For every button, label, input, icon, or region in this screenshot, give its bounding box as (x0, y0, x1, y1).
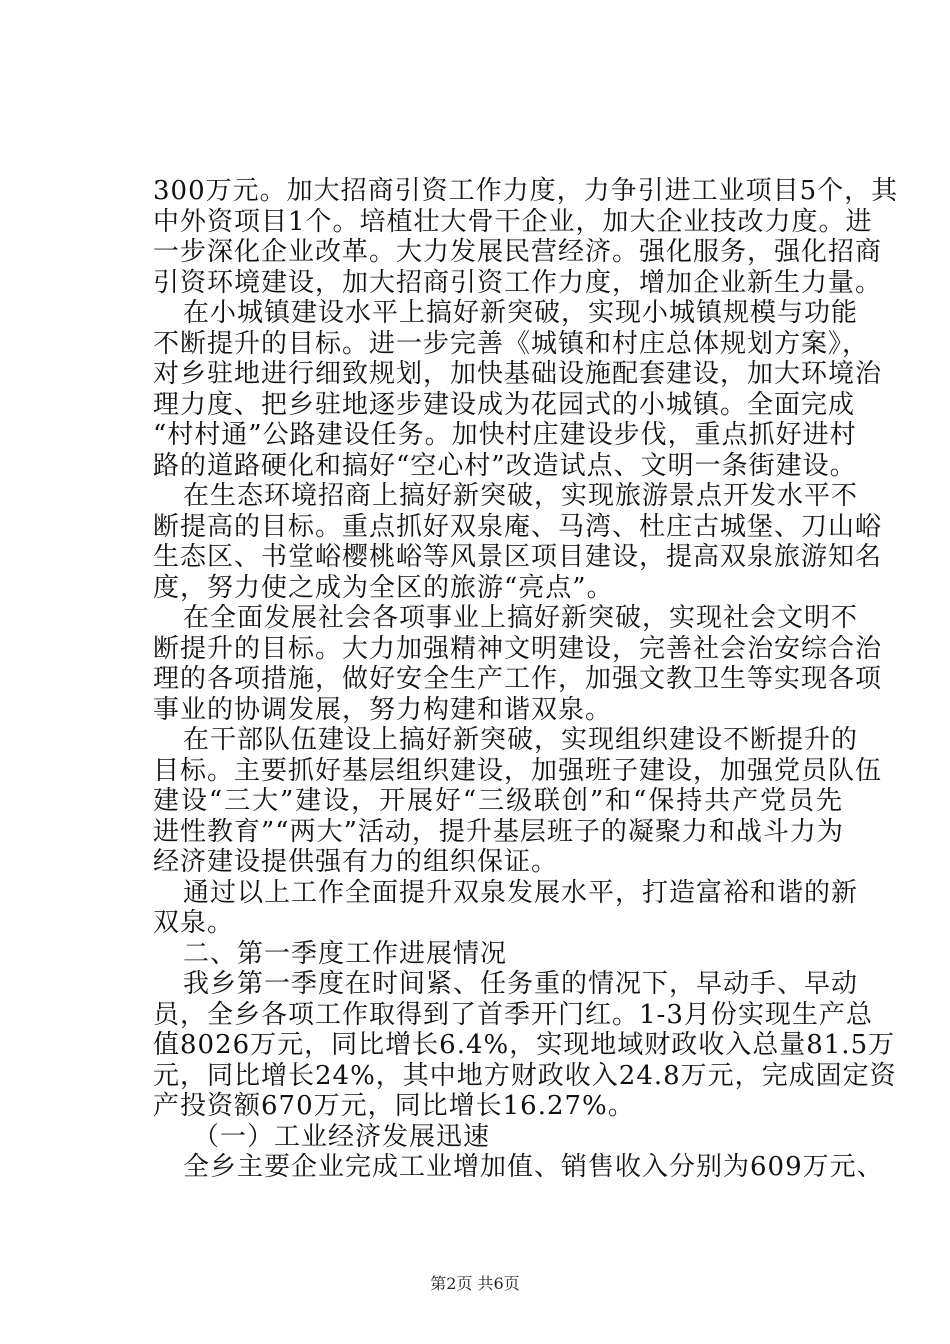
text-line: 二、第一季度工作进展情况 (183, 938, 508, 969)
text-line: 经济建设提供强有力的组织保证。 (153, 847, 559, 877)
text-line: 断提升的目标。大力加强精神文明建设，完善社会治安综合治 (153, 633, 883, 664)
text-line: 度，努力使之成为全区的旅游“亮点”。 (153, 572, 614, 603)
text-line: 事业的协调发展，努力构建和谐双泉。 (153, 694, 613, 725)
text-line: 我乡第一季度在时间紧、任务重的情况下，早动手、早动 (183, 969, 859, 999)
text-line: 不断提升的目标。进一步完善《城镇和村庄总体规划方案》， (153, 328, 870, 359)
paragraph (153, 481, 883, 603)
text-line: 全乡主要企业完成工业增加值、销售收入分别为609万元、 (183, 1152, 884, 1182)
text-line: 产投资额670万元，同比增长16.27%。 (153, 1091, 635, 1121)
document-body (153, 176, 899, 1183)
text-line: 路的道路硬化和搞好“空心村”改造试点、文明一条街建设。 (153, 450, 857, 481)
paragraph (153, 298, 883, 481)
text-line: 生态区、书堂峪樱桃峪等风景区项目建设，提高双泉旅游知名 (153, 542, 883, 572)
text-line: “村村通”公路建设任务。加快村庄建设步伐，重点抓好进村 (153, 420, 857, 450)
text-line: 在生态环境招商上搞好新突破，实现旅游景点开发水平不 (183, 481, 859, 511)
text-line: 双泉。 (153, 908, 235, 938)
paragraph (153, 969, 897, 1122)
paragraph (153, 725, 883, 878)
text-line: 引资环境建设，加大招商引资工作力度，增加企业新生力量。 (153, 267, 883, 298)
text-line: 断提高的目标。重点抓好双泉庵、马湾、杜庄古城堡、刀山峪 (153, 511, 883, 542)
paragraph (153, 176, 899, 298)
text-line: 在全面发展社会各项事业上搞好新突破，实现社会文明不 (183, 603, 859, 633)
text-line: 员，全乡各项工作取得到了首季开门红。1-3月份实现生产总 (153, 999, 873, 1030)
text-line: 中外资项目1个。培植壮大骨干企业，加大企业技改力度。进 (153, 206, 873, 237)
text-line: （一）工业经济发展迅速 (193, 1121, 491, 1152)
text-line: 300万元。加大招商引资工作力度，力争引进工业项目5个，其 (153, 176, 899, 206)
text-line: 值8026万元，同比增长6.4%，实现地域财政收入总量81.5万 (153, 1030, 896, 1060)
paragraph (153, 1152, 884, 1183)
paragraph (153, 603, 883, 725)
text-line: 进性教育”“两大”活动，提升基层班子的凝聚力和战斗力为 (153, 816, 844, 847)
text-line: 理力度、把乡驻地逐步建设成为花园式的小城镇。全面完成 (153, 389, 856, 420)
text-line: 建设“三大”建设，开展好“三级联创”和“保持共产党员先 (153, 786, 843, 816)
text-line: 通过以上工作全面提升双泉发展水平，打造富裕和谐的新 (183, 877, 859, 908)
page-footer: 第2页 共6页 (430, 1274, 520, 1293)
text-line: 对乡驻地进行细致规划，加快基础设施配套建设，加大环境治 (153, 359, 883, 389)
text-line: 目标。主要抓好基层组织建设，加强班子建设，加强党员队伍 (153, 755, 883, 786)
text-line: 一步深化企业改革。大力发展民营经济。强化服务，强化招商 (153, 237, 883, 267)
text-line: 理的各项措施，做好安全生产工作，加强文教卫生等实现各项 (153, 664, 883, 694)
section-heading (153, 1122, 843, 1153)
section-heading (153, 939, 843, 970)
text-line: 在干部队伍建设上搞好新突破，实现组织建设不断提升的 (183, 725, 859, 755)
text-line: 元，同比增长24%，其中地方财政收入24.8万元，完成固定资 (153, 1060, 897, 1091)
text-line: 在小城镇建设水平上搞好新突破，实现小城镇规模与功能 (183, 298, 859, 328)
paragraph (153, 877, 859, 939)
